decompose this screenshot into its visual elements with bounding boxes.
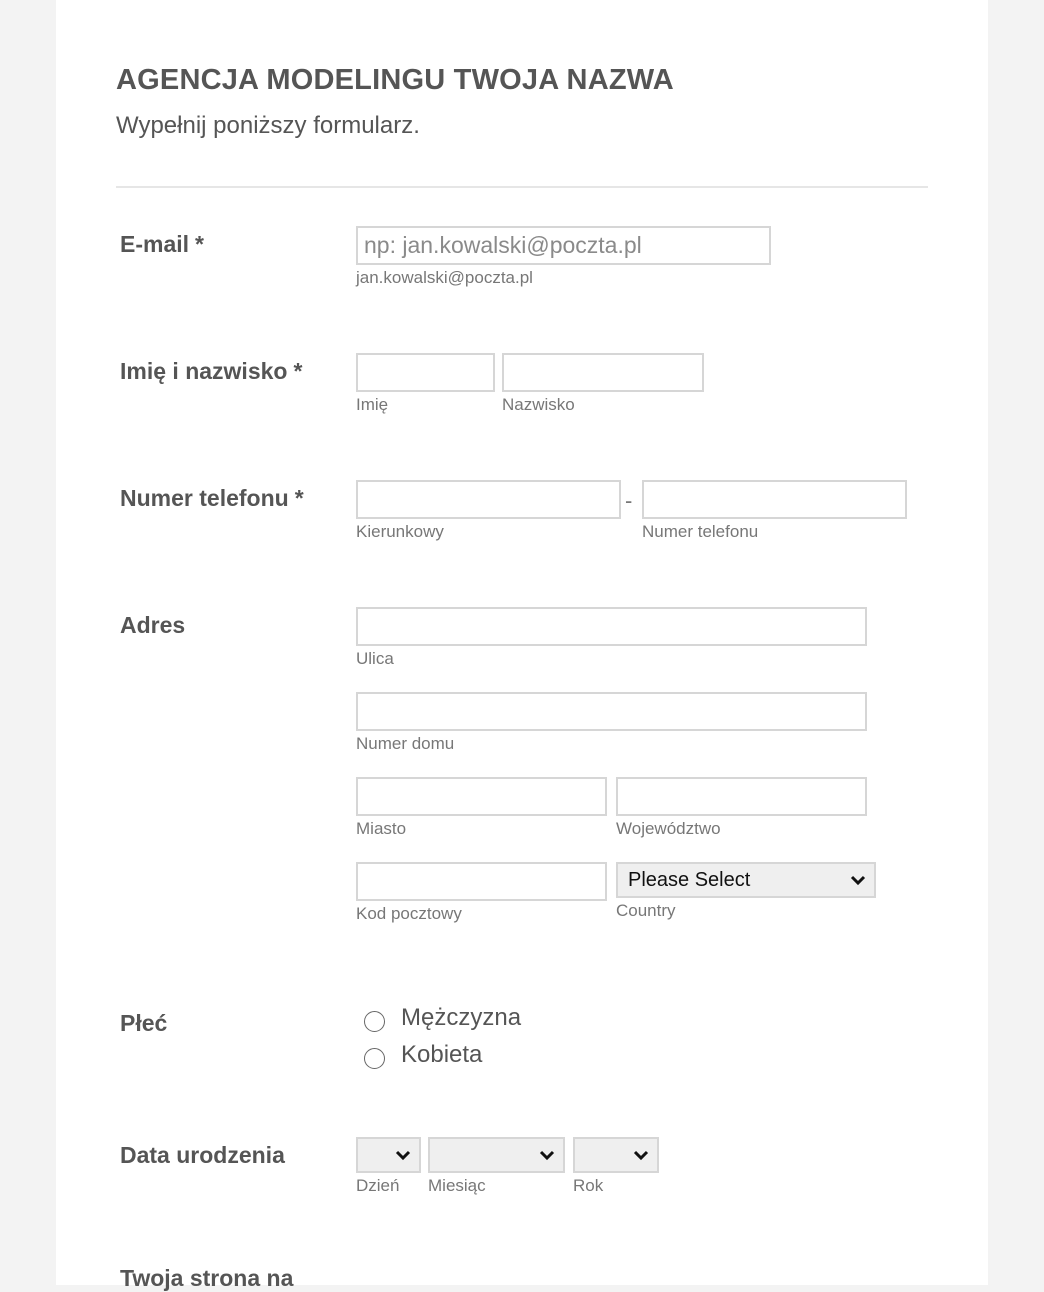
email-input[interactable] xyxy=(356,226,771,265)
chevron-down-icon xyxy=(395,1149,411,1161)
street-input[interactable] xyxy=(356,607,867,646)
birth-month-select[interactable] xyxy=(428,1137,565,1173)
postal-code-input[interactable] xyxy=(356,862,607,901)
gender-option-female[interactable] xyxy=(364,1041,482,1069)
website-label: Twoja strona na xyxy=(120,1265,294,1291)
birth-month-sublabel: Miesiąc xyxy=(428,1176,486,1195)
required-marker: * xyxy=(294,485,304,511)
full-name-label xyxy=(120,358,302,385)
country-sublabel: Country xyxy=(616,901,676,920)
chevron-down-icon xyxy=(539,1149,555,1161)
gender-label: Płeć xyxy=(120,1010,168,1036)
last-name-input[interactable] xyxy=(502,353,704,392)
email-label xyxy=(120,231,204,258)
gender-option-male-label: Mężczyzna xyxy=(401,1004,522,1031)
phone-label xyxy=(120,485,304,512)
last-name-sublabel: Nazwisko xyxy=(502,395,575,414)
full-name-label-text: Imię i nazwisko xyxy=(120,358,288,384)
city-sublabel: Miasto xyxy=(356,819,407,838)
birth-year-sublabel: Rok xyxy=(573,1176,604,1195)
birth-year-select[interactable] xyxy=(573,1137,659,1173)
phone-number-sublabel: Numer telefonu xyxy=(642,522,759,541)
form-title: AGENCJA MODELINGU TWOJA NAZWA xyxy=(116,64,674,96)
city-input[interactable] xyxy=(356,777,607,816)
chevron-down-icon xyxy=(633,1149,649,1161)
required-marker: * xyxy=(195,231,204,257)
phone-separator: - xyxy=(625,488,633,513)
email-hint: jan.kowalski@poczta.pl xyxy=(356,268,533,287)
phone-area-code-sublabel: Kierunkowy xyxy=(356,522,444,541)
phone-number-input[interactable] xyxy=(642,480,907,519)
phone-area-code-input[interactable] xyxy=(356,480,621,519)
chevron-down-icon xyxy=(850,874,866,886)
country-select[interactable] xyxy=(616,862,876,898)
birthdate-label: Data urodzenia xyxy=(120,1142,285,1168)
country-select-value: Please Select xyxy=(628,868,751,891)
gender-option-male[interactable] xyxy=(364,1004,521,1032)
form-subtitle: Wypełnij poniższy formularz. xyxy=(116,112,420,139)
header-divider xyxy=(116,186,928,188)
address-label: Adres xyxy=(120,612,186,638)
birth-day-sublabel: Dzień xyxy=(356,1176,400,1195)
radio-button-male[interactable] xyxy=(364,1011,385,1032)
first-name-input[interactable] xyxy=(356,353,495,392)
required-marker: * xyxy=(293,358,303,384)
gender-option-female-label: Kobieta xyxy=(401,1041,483,1068)
email-label-text: E-mail xyxy=(120,231,190,257)
phone-label-text: Numer telefonu xyxy=(120,485,289,511)
postal-code-sublabel: Kod pocztowy xyxy=(356,904,462,923)
birth-day-select[interactable] xyxy=(356,1137,421,1173)
form-card xyxy=(56,0,988,1291)
house-number-sublabel: Numer domu xyxy=(356,734,455,753)
house-number-input[interactable] xyxy=(356,692,867,731)
first-name-sublabel: Imię xyxy=(356,395,389,414)
region-input[interactable] xyxy=(616,777,867,816)
radio-button-female[interactable] xyxy=(364,1048,385,1069)
street-sublabel: Ulica xyxy=(356,649,394,668)
region-sublabel: Województwo xyxy=(616,819,721,838)
